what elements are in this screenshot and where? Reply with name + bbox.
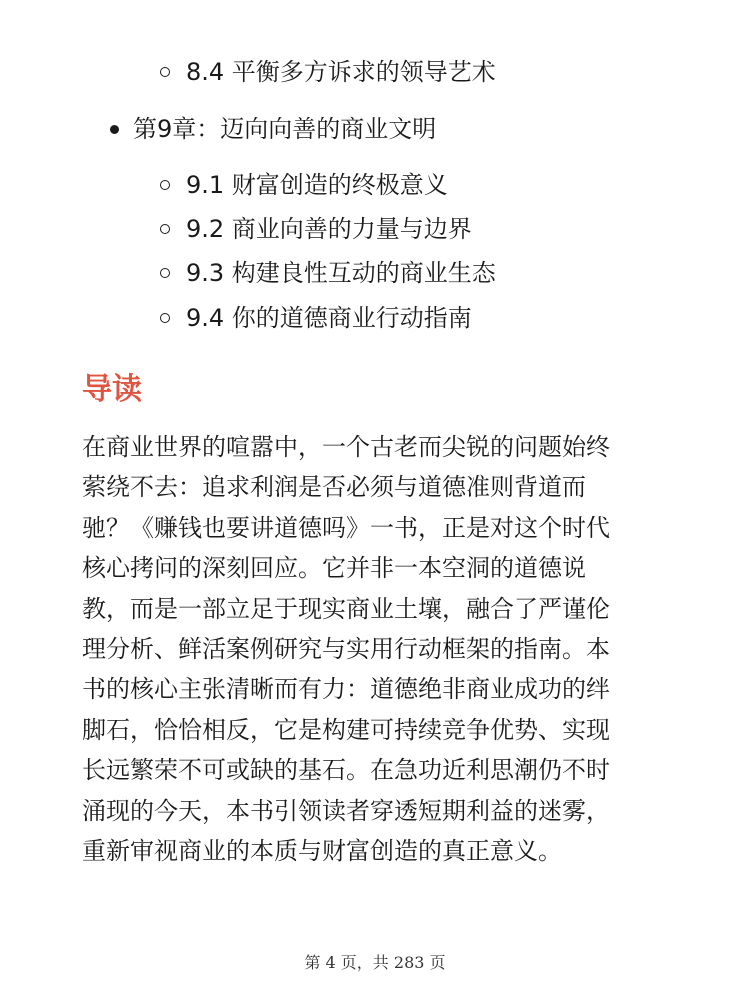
paragraph-line: 脚石，恰恰相反，它是构建可持续竞争优势、实现 [82,715,610,744]
intro-paragraph [82,427,672,871]
circle-bullet-icon [160,268,170,278]
toc-item-label: 9.1 财富创造的终极意义 [186,171,448,199]
paragraph-line: 驰？《赚钱也要讲道德吗》一书，正是对这个时代 [82,513,610,542]
toc-item-label: 8.4 平衡多方诉求的领导艺术 [186,58,496,86]
toc-item-label: 9.3 构建良性互动的商业生态 [186,259,496,287]
toc-chapter-label: 第9章：迈向向善的商业文明 [133,115,437,143]
toc-item-9-1[interactable] [160,169,448,201]
circle-bullet-icon [160,313,170,323]
paragraph-line: 理分析、鲜活案例研究与实用行动框架的指南。本 [82,635,610,664]
paragraph-line: 核心拷问的深刻回应。它并非一本空洞的道德说 [82,554,586,583]
paragraph-line: 重新审视商业的本质与财富创造的真正意义。 [82,837,562,866]
circle-bullet-icon [160,180,170,190]
toc-item-8-4[interactable] [160,56,496,88]
paragraph-line: 涌现的今天，本书引领读者穿透短期利益的迷雾， [82,796,610,825]
paragraph-line: 长远繁荣不可或缺的基石。在急功近利思潮仍不时 [82,756,610,785]
disc-bullet-icon [110,125,119,134]
paragraph-line: 萦绕不去：追求利润是否必须与道德准则背道而 [82,473,586,502]
page-number-footer: 第 4 页，共 283 页 [304,953,446,972]
toc-item-9-2[interactable] [160,213,472,245]
paragraph-line: 教，而是一部立足于现实商业土壤，融合了严谨伦 [82,594,610,623]
paragraph-line: 书的核心主张清晰而有力：道德绝非商业成功的绊 [82,675,610,704]
toc-item-label: 9.2 商业向善的力量与边界 [186,215,472,243]
toc-item-9-4[interactable] [160,302,472,334]
toc-item-9-3[interactable] [160,257,496,289]
toc-item-label: 9.4 你的道德商业行动指南 [186,304,472,332]
circle-bullet-icon [160,224,170,234]
paragraph-line: 在商业世界的喧嚣中，一个古老而尖锐的问题始终 [82,433,610,461]
toc-chapter-9[interactable] [110,113,436,145]
circle-bullet-icon [160,67,170,77]
section-title: 导读 [82,372,142,407]
